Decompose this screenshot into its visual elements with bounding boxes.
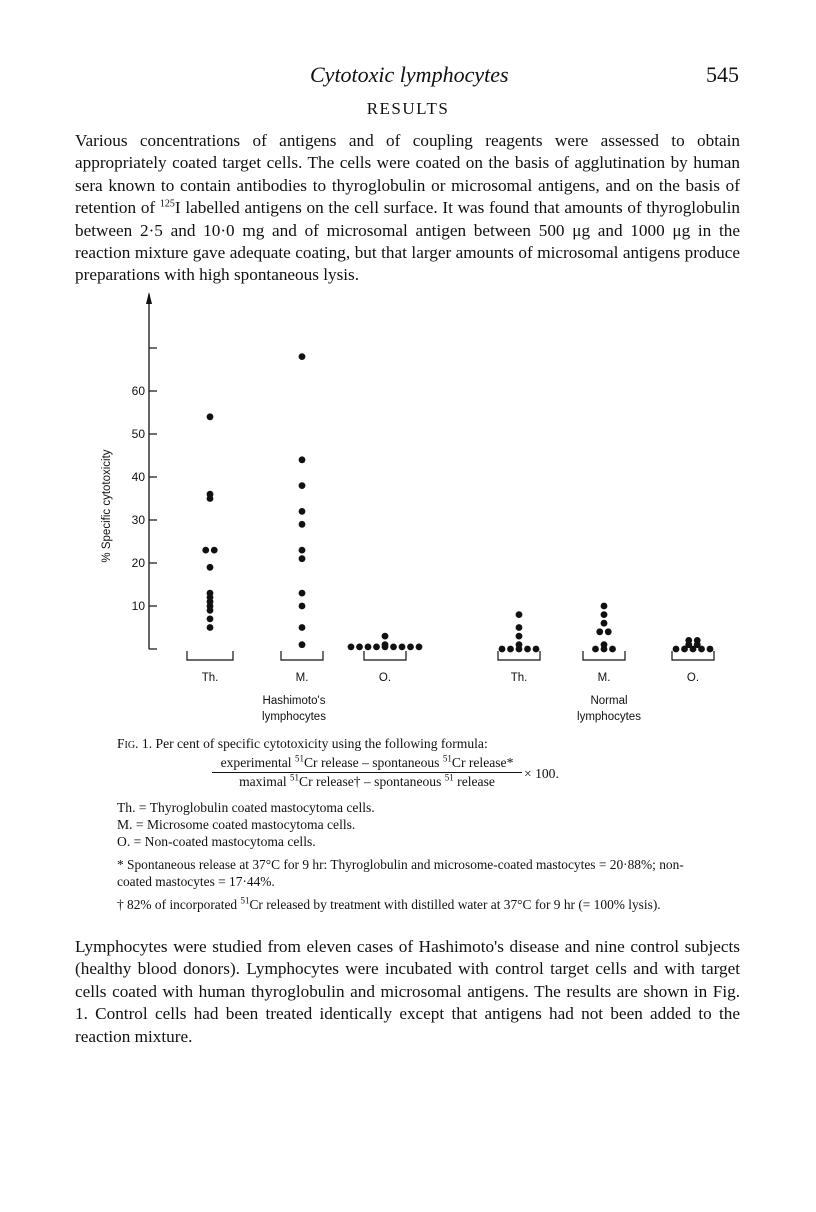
data-point bbox=[399, 643, 406, 650]
category-bracket bbox=[364, 651, 406, 660]
footnote-spontaneous: * Spontaneous release at 37°C for 9 hr: Thyroglobulin and microsome-coated mastocytes = 20·88%; non-coated mastocytes = 17·44%. bbox=[117, 857, 684, 889]
data-point bbox=[348, 643, 355, 650]
category-bracket bbox=[187, 651, 233, 660]
data-point bbox=[207, 495, 214, 502]
cytotoxicity-formula bbox=[117, 754, 717, 798]
running-title: Cytotoxic lymphocytes bbox=[310, 62, 509, 87]
data-point bbox=[382, 643, 389, 650]
footnote-text: Cr released by treatment with distilled water at 37°C for 9 hr (= 100% lysis). bbox=[249, 897, 661, 912]
formula-text: experimental bbox=[220, 755, 295, 770]
formula-numerator bbox=[212, 754, 522, 773]
section-heading: RESULTS bbox=[366, 99, 450, 118]
isotope-superscript: 125 bbox=[159, 198, 175, 210]
category-label: O. bbox=[378, 672, 392, 684]
footnote-sup: 51 bbox=[240, 895, 250, 906]
data-point bbox=[299, 482, 306, 489]
intro-text-a: Various concentrations of antigens and of coupling reagents were assessed to obtain appropriately coated target cells. The cells were coated on the basis of agglutination by human sera known to contain antibodies to thyroglobulin or microsomal antigens, and on the basis of retention of bbox=[75, 131, 740, 218]
formula-sup: 51 bbox=[294, 753, 304, 764]
formula-text: Cr release – spontaneous bbox=[303, 755, 443, 770]
y-tick-label: 30 bbox=[131, 513, 145, 527]
figure-label: Fig. 1. bbox=[117, 736, 153, 751]
group-label-line1: Hashimoto's bbox=[262, 695, 326, 707]
data-point bbox=[299, 521, 306, 528]
cytotoxicity-scatter-chart bbox=[96, 288, 700, 728]
data-point bbox=[211, 547, 218, 554]
data-point bbox=[202, 547, 209, 554]
y-tick-label: 10 bbox=[131, 599, 145, 613]
data-point bbox=[533, 646, 540, 653]
abbreviation-m: M. = Microsome coated mastocytoma cells. bbox=[117, 817, 356, 832]
formula-multiplier: × 100. bbox=[524, 766, 559, 781]
data-point bbox=[707, 646, 714, 653]
data-point bbox=[299, 456, 306, 463]
caption-title bbox=[117, 735, 717, 752]
data-point bbox=[299, 603, 306, 610]
formula-sup: 51 bbox=[290, 772, 300, 783]
data-point bbox=[601, 611, 608, 618]
y-tick-label: 50 bbox=[131, 427, 145, 441]
data-point bbox=[356, 643, 363, 650]
results-paragraph: Lymphocytes were studied from eleven cases of Hashimoto's disease and nine control subjects (healthy blood donors). Lymphocytes were incubated with control target cells and with target cells coated with human thyroglobulin and microsomal antigens. The results are shown in Fig. 1. Control cells had been treated identically except that antigens had not been added to the reaction mixture. bbox=[75, 937, 740, 1046]
category-label: M. bbox=[597, 672, 611, 684]
data-point bbox=[516, 624, 523, 631]
data-point bbox=[299, 641, 306, 648]
data-point bbox=[299, 624, 306, 631]
data-point bbox=[601, 620, 608, 627]
data-point bbox=[407, 643, 414, 650]
formula-text: Cr release† – spontaneous bbox=[299, 774, 445, 789]
data-point bbox=[299, 590, 306, 597]
data-point bbox=[592, 646, 599, 653]
category-bracket bbox=[281, 651, 323, 660]
data-point bbox=[516, 646, 523, 653]
data-point bbox=[416, 643, 423, 650]
data-point bbox=[601, 646, 608, 653]
page-number: 545 bbox=[706, 62, 739, 87]
formula-sup: 51 bbox=[442, 753, 452, 764]
category-label: M. bbox=[295, 672, 309, 684]
data-point bbox=[516, 611, 523, 618]
y-tick-label: 20 bbox=[131, 556, 145, 570]
data-point bbox=[299, 353, 306, 360]
data-point bbox=[390, 643, 397, 650]
data-point bbox=[601, 603, 608, 610]
data-point bbox=[516, 633, 523, 640]
formula-text: release bbox=[453, 774, 495, 789]
abbreviation-list bbox=[117, 799, 717, 850]
data-point bbox=[499, 646, 506, 653]
data-point bbox=[382, 633, 389, 640]
category-label: Th. bbox=[510, 672, 528, 684]
data-point bbox=[673, 646, 680, 653]
intro-text-b: I labelled antigens on the cell surface. It was found that amounts of thyroglobulin between 2·5 and 10·0 mg and of microsomal antigen between 500 μg and 1000 μg in the reaction mixture gave adequate coating, but that larger amounts of microsomal antigens produce preparations with high spontaneous lysis. bbox=[75, 198, 741, 285]
data-point bbox=[596, 628, 603, 635]
data-point bbox=[365, 643, 372, 650]
footnote-maximal bbox=[117, 897, 717, 914]
data-point bbox=[207, 616, 214, 623]
data-point bbox=[299, 508, 306, 515]
group-label-line1: Normal bbox=[590, 695, 628, 707]
data-point bbox=[299, 555, 306, 562]
formula-denominator bbox=[212, 773, 522, 790]
footnote-text: † 82% of incorporated bbox=[117, 897, 241, 912]
data-point bbox=[681, 646, 688, 653]
caption-title-text: Per cent of specific cytotoxicity using the following formula: bbox=[152, 736, 488, 751]
group-label-line2: lymphocytes bbox=[262, 711, 326, 723]
y-tick-label: 60 bbox=[131, 384, 145, 398]
y-tick-label: 40 bbox=[131, 470, 145, 484]
formula-text: maximal bbox=[239, 774, 291, 789]
data-point bbox=[207, 564, 214, 571]
data-point bbox=[605, 628, 612, 635]
data-point bbox=[524, 646, 531, 653]
data-point bbox=[698, 646, 705, 653]
category-label: O. bbox=[686, 672, 700, 684]
y-axis-arrow bbox=[146, 292, 152, 304]
intro-paragraph bbox=[75, 130, 740, 287]
data-point bbox=[207, 624, 214, 631]
abbreviation-o: O. = Non-coated mastocytoma cells. bbox=[117, 834, 316, 849]
y-axis-label: % Specific cytotoxicity bbox=[101, 449, 113, 563]
data-point bbox=[207, 413, 214, 420]
figure-caption bbox=[117, 735, 717, 914]
data-point bbox=[507, 646, 514, 653]
data-point bbox=[690, 646, 697, 653]
data-point bbox=[609, 646, 616, 653]
abbreviation-th: Th. = Thyroglobulin coated mastocytoma cells. bbox=[117, 800, 375, 815]
category-label: Th. bbox=[201, 672, 219, 684]
formula-text: Cr release* bbox=[451, 755, 514, 770]
data-point bbox=[373, 643, 380, 650]
formula-fraction bbox=[212, 754, 522, 790]
formula-sup: 51 bbox=[444, 772, 454, 783]
group-label-line2: lymphocytes bbox=[577, 711, 641, 723]
data-point bbox=[207, 607, 214, 614]
data-point bbox=[299, 547, 306, 554]
